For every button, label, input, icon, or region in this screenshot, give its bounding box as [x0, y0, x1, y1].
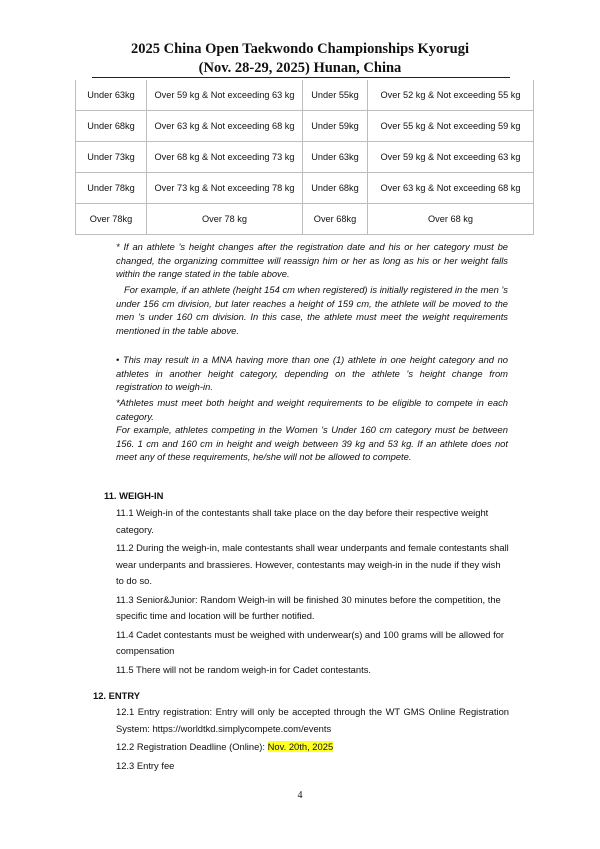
- weight-table-row: [76, 111, 534, 142]
- weigh-in-item: 11.1 Weigh-in of the contestants shall take place on the day before their respective weight category.: [116, 507, 489, 535]
- document-title-line1: 2025 China Open Taekwondo Championships Kyorugi: [130, 41, 470, 57]
- page-number: 4: [297, 790, 303, 801]
- weigh-in-item: 11.4 Cadet contestants must be weighed with underwear(s) and 100 grams will be allowed for compensation: [116, 628, 505, 656]
- weight-table-cell: Over 68 kg: [368, 204, 534, 235]
- weight-table-cell: Under 78kg: [76, 173, 147, 204]
- height-example-note: For example, if an athlete (height 154 cm when registered) is initially registered in the men 's under 156 cm division, but later reaches a height of 159 cm, the athlete will be moved to the men 's under 160 cm division. In this case, the athlete must meet the weight requirements mentioned in the table above.: [116, 284, 508, 336]
- document-title-line2: (Nov. 28-29, 2025) Hunan, China: [198, 60, 402, 76]
- weight-table-cell: Under 63kg: [303, 142, 368, 173]
- weight-table-cell: Under 68kg: [303, 173, 368, 204]
- entry-fee: 12.3 Entry fee: [116, 759, 175, 771]
- weight-table-cell: Under 68kg: [76, 111, 147, 142]
- women-example-note: For example, athletes competing in the Women 's Under 160 cm category must be between 156. 1 cm and 160 cm in height and weigh between 39 kg and 53 kg. If an athlete does not meet any of these requirements, he/she will not be allowed to compete.: [116, 424, 508, 462]
- mna-note: • This may result in a MNA having more than one (1) athlete in one height category and no athletes in another height category, depending on the athlete 's height change from registration to weigh-in.: [116, 354, 508, 392]
- weight-table-cell: Over 52 kg & Not exceeding 55 kg: [368, 80, 534, 111]
- weight-table-cell: Over 68kg: [303, 204, 368, 235]
- weight-table-cell: Over 78kg: [76, 204, 147, 235]
- weight-table-cell: Under 59kg: [303, 111, 368, 142]
- weigh-in-item: 11.3 Senior&Junior: Random Weigh-in will be finished 30 minutes before the competition, the specific time and location will be further notified.: [116, 593, 501, 621]
- weigh-in-heading: 11. WEIGH-IN: [104, 490, 164, 501]
- weight-table-cell: Over 59 kg & Not exceeding 63 kg: [368, 142, 534, 173]
- weight-table-cell: Over 68 kg & Not exceeding 73 kg: [147, 142, 303, 173]
- entry-deadline: [116, 739, 509, 756]
- weight-table-cell: Over 59 kg & Not exceeding 63 kg: [147, 80, 303, 111]
- weigh-in-item: 11.2 During the weigh-in, male contestants shall wear underpants and female contestants shall wear underpants and brassieres. However, contestants may weigh-in in the nude if they wish to do so.: [116, 542, 509, 586]
- weight-table-row: [76, 173, 534, 204]
- weight-category-table: [75, 80, 534, 235]
- weight-table-cell: Over 55 kg & Not exceeding 59 kg: [368, 111, 534, 142]
- deadline-date-highlight: Nov. 20th, 2025: [267, 741, 334, 752]
- weight-table-row: [76, 204, 534, 235]
- entry-registration: 12.1 Entry registration: Entry will only be accepted through the WT GMS Online Registration System: https://worldtkd.simplycompete.com/events: [116, 706, 509, 734]
- weight-table-row: [76, 80, 534, 111]
- weight-table-cell: Over 63 kg & Not exceeding 68 kg: [147, 111, 303, 142]
- weight-table-cell: Over 73 kg & Not exceeding 78 kg: [147, 173, 303, 204]
- weight-table-cell: Over 63 kg & Not exceeding 68 kg: [368, 173, 534, 204]
- deadline-label: 12.2 Registration Deadline (Online):: [116, 741, 268, 752]
- title-divider: [92, 77, 510, 78]
- requirements-note: *Athletes must meet both height and weight requirements to be eligible to compete in each category.: [116, 397, 508, 422]
- weigh-in-item: 11.5 There will not be random weigh-in for Cadet contestants.: [116, 663, 372, 675]
- weight-table-cell: Under 63kg: [76, 80, 147, 111]
- entry-section: [116, 704, 509, 776]
- weigh-in-section: [116, 505, 509, 680]
- weight-table-cell: Under 73kg: [76, 142, 147, 173]
- weight-table-cell: Under 55kg: [303, 80, 368, 111]
- height-change-note: * If an athlete 's height changes after the registration date and his or her category must be changed, the organizing committee will reassign him or her as long as his or her weight falls within the range stated in the table above.: [116, 241, 508, 279]
- entry-heading: 12. ENTRY: [93, 690, 141, 701]
- weight-table-row: [76, 142, 534, 173]
- weight-table-cell: Over 78 kg: [147, 204, 303, 235]
